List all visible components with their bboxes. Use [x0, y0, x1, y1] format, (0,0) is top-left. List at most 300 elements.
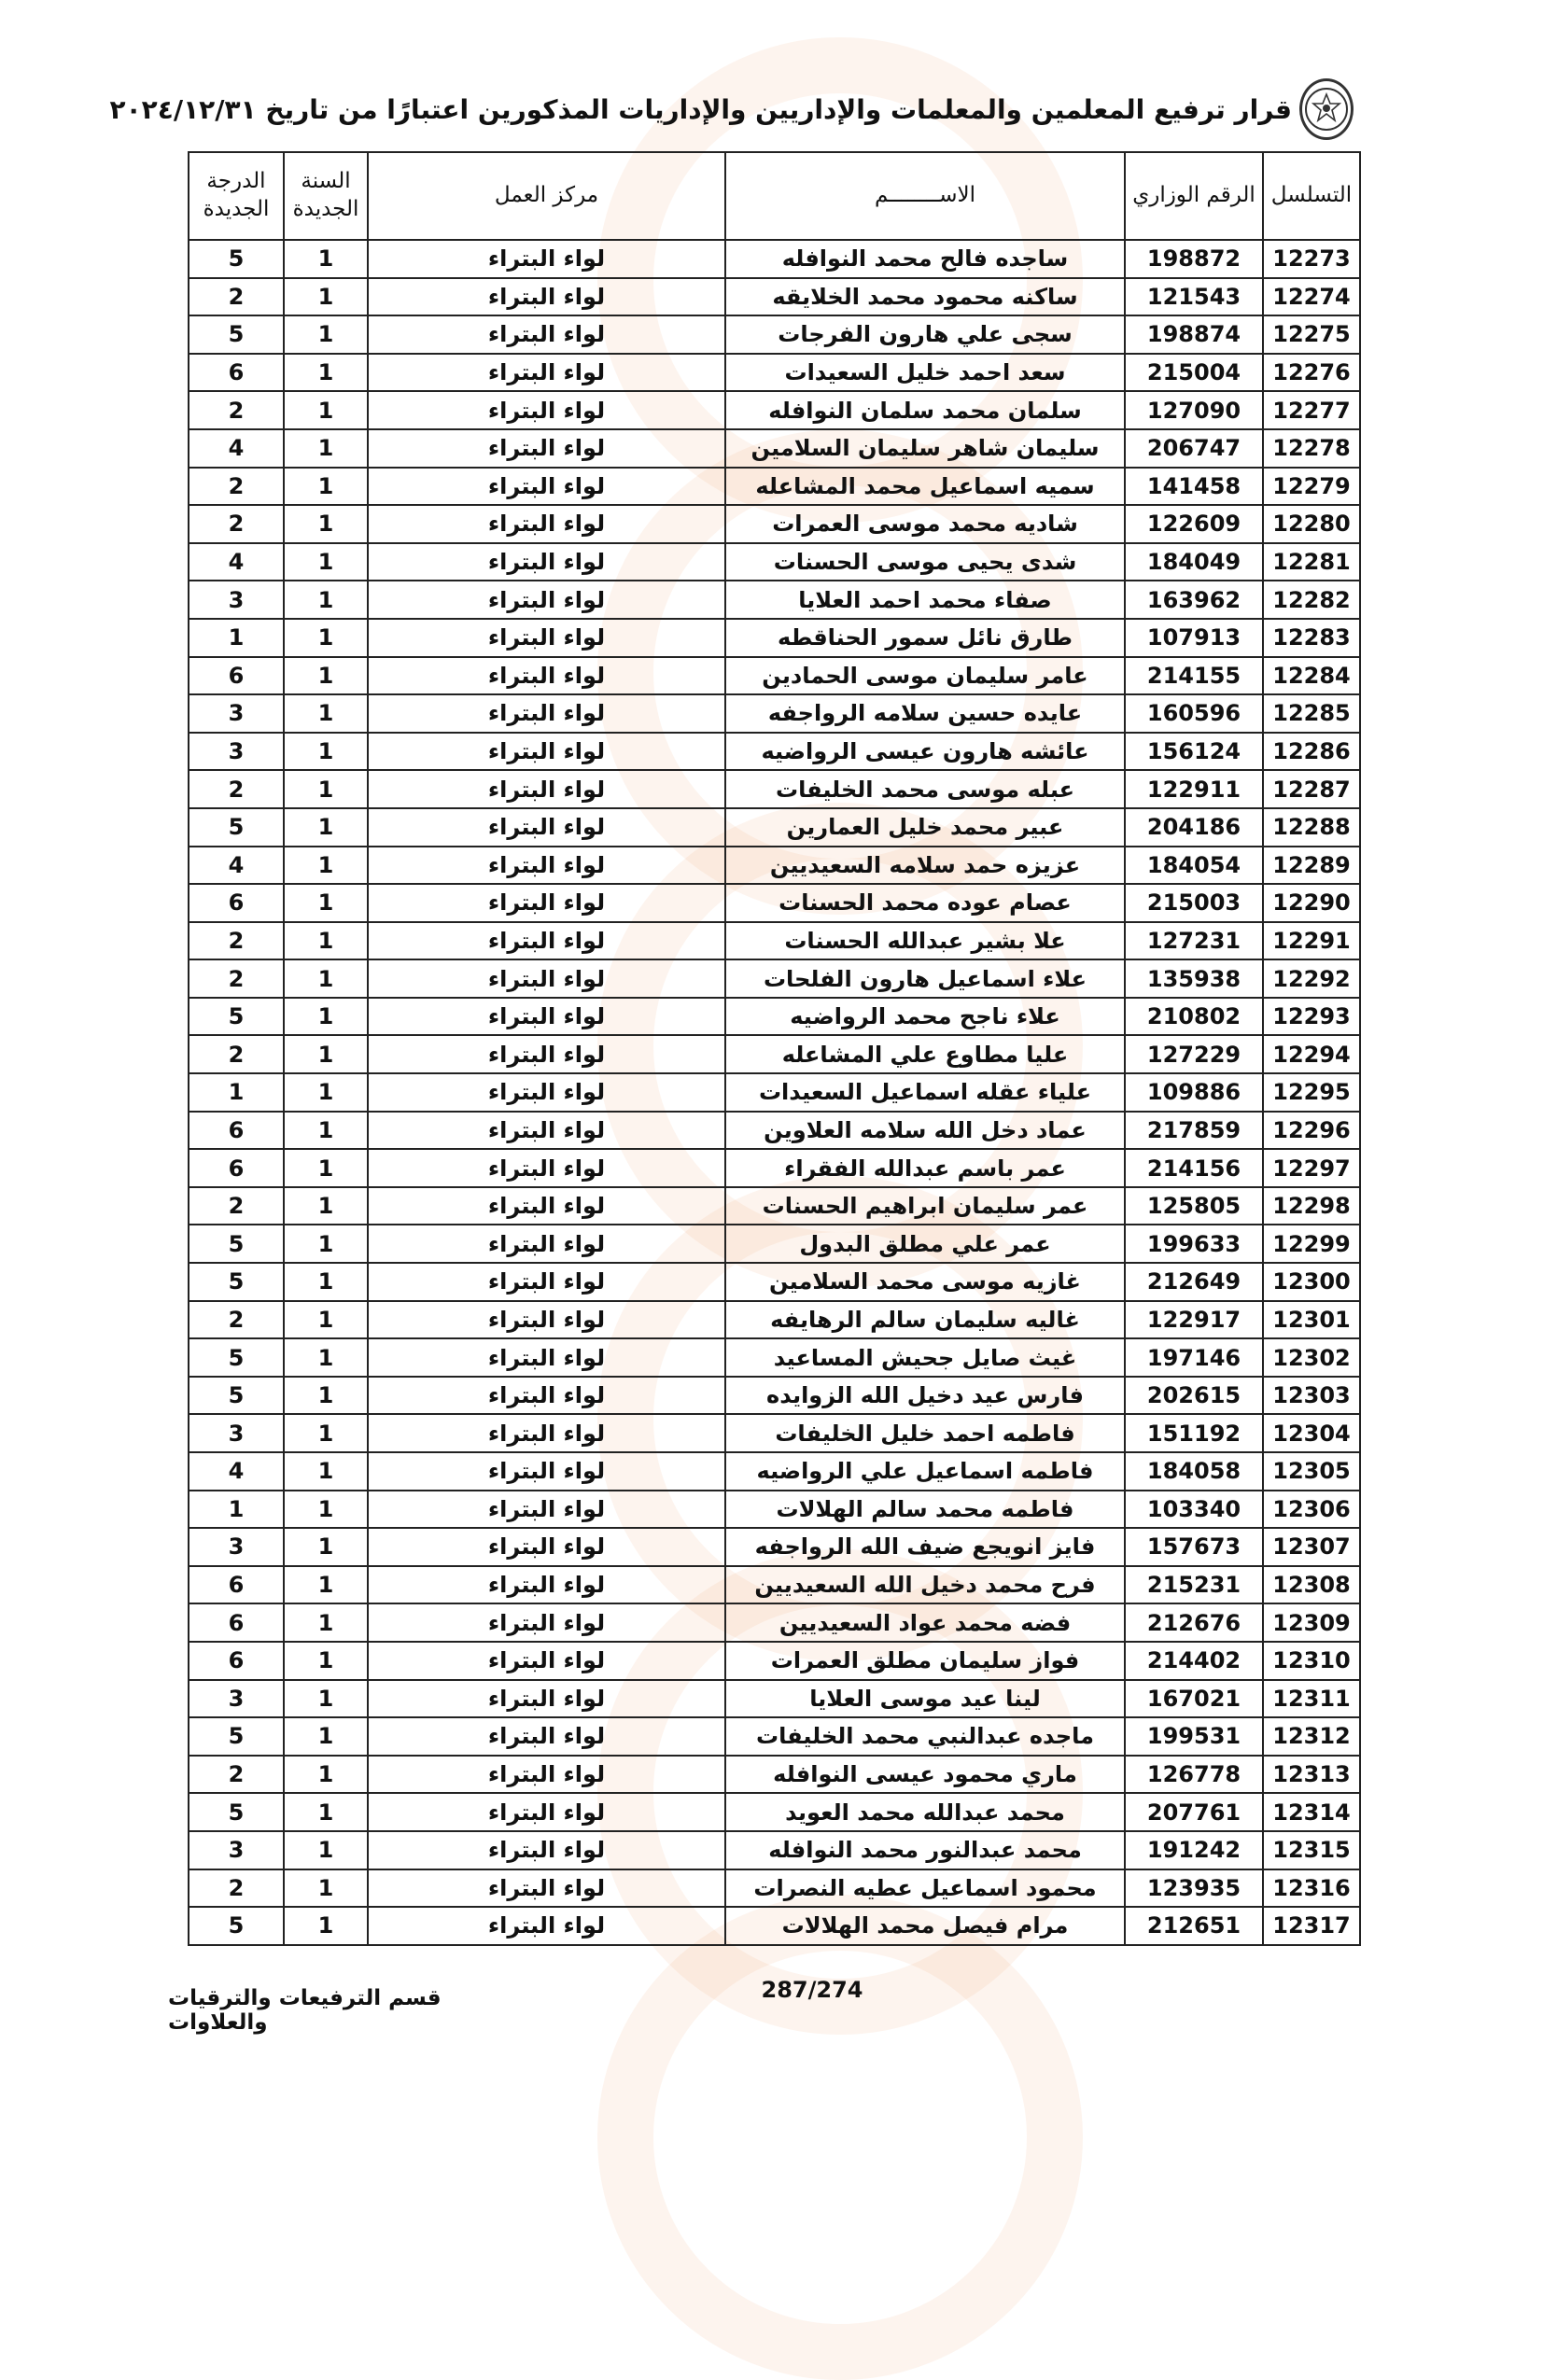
- cell-work-center: لواء البتراء: [368, 657, 725, 695]
- cell-serial: 12313: [1263, 1756, 1360, 1794]
- cell-serial: 12286: [1263, 733, 1360, 771]
- cell-work-center: لواء البتراء: [368, 1756, 725, 1794]
- table-row: [189, 1112, 1360, 1150]
- cell-name: فارس عيد دخيل الله الزوايده: [725, 1377, 1125, 1415]
- cell-work-center: لواء البتراء: [368, 1717, 725, 1756]
- cell-serial: 12287: [1263, 770, 1360, 808]
- cell-new-year: 1: [284, 1225, 368, 1263]
- cell-serial: 12297: [1263, 1149, 1360, 1187]
- cell-serial: 12300: [1263, 1263, 1360, 1301]
- cell-new-year: 1: [284, 1869, 368, 1908]
- cell-new-grade: 5: [189, 1907, 284, 1945]
- table-row: [189, 315, 1360, 354]
- table-row: [189, 505, 1360, 543]
- cell-serial: 12294: [1263, 1035, 1360, 1073]
- table-body: [189, 240, 1360, 1945]
- cell-new-year: 1: [284, 1907, 368, 1945]
- cell-ministry-no: 127231: [1125, 922, 1263, 960]
- cell-work-center: لواء البتراء: [368, 733, 725, 771]
- cell-work-center: لواء البتراء: [368, 1793, 725, 1831]
- cell-serial: 12309: [1263, 1603, 1360, 1642]
- cell-name: فاطمه محمد سالم الهلالات: [725, 1491, 1125, 1529]
- cell-ministry-no: 126778: [1125, 1756, 1263, 1794]
- table-row: [189, 694, 1360, 733]
- cell-name: سلمان محمد سلمان النوافله: [725, 391, 1125, 429]
- cell-ministry-no: 202615: [1125, 1377, 1263, 1415]
- cell-ministry-no: 103340: [1125, 1491, 1263, 1529]
- table-row: [189, 1263, 1360, 1301]
- cell-serial: 12310: [1263, 1642, 1360, 1680]
- table-row: [189, 1528, 1360, 1566]
- cell-new-year: 1: [284, 1528, 368, 1566]
- table-row: [189, 847, 1360, 885]
- cell-ministry-no: 191242: [1125, 1831, 1263, 1869]
- cell-work-center: لواء البتراء: [368, 998, 725, 1036]
- cell-name: عماد دخل الله سلامه العلاوين: [725, 1112, 1125, 1150]
- cell-new-grade: 6: [189, 354, 284, 392]
- cell-work-center: لواء البتراء: [368, 1035, 725, 1073]
- cell-work-center: لواء البتراء: [368, 1263, 725, 1301]
- cell-new-grade: 6: [189, 1603, 284, 1642]
- cell-work-center: لواء البتراء: [368, 922, 725, 960]
- cell-ministry-no: 107913: [1125, 619, 1263, 657]
- cell-new-year: 1: [284, 884, 368, 922]
- cell-name: عامر سليمان موسى الحمادين: [725, 657, 1125, 695]
- cell-new-grade: 3: [189, 1680, 284, 1718]
- table-row: [189, 922, 1360, 960]
- cell-name: شدى يحيى موسى الحسنات: [725, 543, 1125, 581]
- table-row: [189, 581, 1360, 619]
- cell-ministry-no: 122911: [1125, 770, 1263, 808]
- cell-new-grade: 5: [189, 1338, 284, 1377]
- cell-name: فواز سليمان مطلق العمرات: [725, 1642, 1125, 1680]
- cell-serial: 12276: [1263, 354, 1360, 392]
- cell-work-center: لواء البتراء: [368, 429, 725, 468]
- cell-ministry-no: 204186: [1125, 808, 1263, 847]
- table-row: [189, 1225, 1360, 1263]
- cell-work-center: لواء البتراء: [368, 808, 725, 847]
- cell-new-year: 1: [284, 998, 368, 1036]
- table-row: [189, 391, 1360, 429]
- cell-work-center: لواء البتراء: [368, 884, 725, 922]
- table-row: [189, 619, 1360, 657]
- cell-work-center: لواء البتراء: [368, 1112, 725, 1150]
- cell-work-center: لواء البتراء: [368, 1528, 725, 1566]
- cell-serial: 12291: [1263, 922, 1360, 960]
- table-row: [189, 1491, 1360, 1529]
- cell-new-year: 1: [284, 505, 368, 543]
- cell-new-year: 1: [284, 619, 368, 657]
- cell-name: ماري محمود عيسى النوافله: [725, 1756, 1125, 1794]
- cell-name: لينا عيد موسى العلايا: [725, 1680, 1125, 1718]
- cell-work-center: لواء البتراء: [368, 619, 725, 657]
- cell-serial: 12312: [1263, 1717, 1360, 1756]
- cell-name: صفاء محمد احمد العلايا: [725, 581, 1125, 619]
- cell-new-year: 1: [284, 959, 368, 998]
- cell-new-grade: 4: [189, 543, 284, 581]
- cell-work-center: لواء البتراء: [368, 505, 725, 543]
- cell-new-grade: 2: [189, 1869, 284, 1908]
- cell-work-center: لواء البتراء: [368, 1073, 725, 1112]
- cell-ministry-no: 207761: [1125, 1793, 1263, 1831]
- cell-ministry-no: 167021: [1125, 1680, 1263, 1718]
- cell-serial: 12293: [1263, 998, 1360, 1036]
- cell-new-grade: 6: [189, 657, 284, 695]
- cell-new-grade: 2: [189, 1035, 284, 1073]
- cell-new-grade: 2: [189, 1756, 284, 1794]
- cell-new-year: 1: [284, 543, 368, 581]
- cell-work-center: لواء البتراء: [368, 1338, 725, 1377]
- cell-serial: 12275: [1263, 315, 1360, 354]
- cell-ministry-no: 212651: [1125, 1907, 1263, 1945]
- cell-work-center: لواء البتراء: [368, 543, 725, 581]
- table-row: [189, 1035, 1360, 1073]
- cell-ministry-no: 123935: [1125, 1869, 1263, 1908]
- cell-name: طارق نائل سمور الحناقطه: [725, 619, 1125, 657]
- cell-serial: 12308: [1263, 1566, 1360, 1604]
- cell-work-center: لواء البتراء: [368, 1869, 725, 1908]
- cell-new-year: 1: [284, 733, 368, 771]
- cell-work-center: لواء البتراء: [368, 847, 725, 885]
- cell-ministry-no: 215004: [1125, 354, 1263, 392]
- cell-serial: 12311: [1263, 1680, 1360, 1718]
- cell-serial: 12299: [1263, 1225, 1360, 1263]
- cell-new-year: 1: [284, 1035, 368, 1073]
- cell-ministry-no: 198874: [1125, 315, 1263, 354]
- cell-ministry-no: 135938: [1125, 959, 1263, 998]
- cell-new-year: 1: [284, 429, 368, 468]
- cell-new-grade: 2: [189, 391, 284, 429]
- cell-name: سليمان شاهر سليمان السلامين: [725, 429, 1125, 468]
- cell-new-year: 1: [284, 1642, 368, 1680]
- cell-work-center: لواء البتراء: [368, 1452, 725, 1491]
- cell-ministry-no: 214402: [1125, 1642, 1263, 1680]
- page-number: 287/274: [761, 1977, 863, 2003]
- cell-serial: 12298: [1263, 1187, 1360, 1225]
- column-header-work-center: مركز العمل: [368, 152, 725, 240]
- cell-ministry-no: 184054: [1125, 847, 1263, 885]
- cell-work-center: لواء البتراء: [368, 1642, 725, 1680]
- cell-new-year: 1: [284, 315, 368, 354]
- table-row: [189, 1301, 1360, 1339]
- cell-work-center: لواء البتراء: [368, 1907, 725, 1945]
- cell-new-grade: 3: [189, 1414, 284, 1452]
- jordan-crest-icon: [1299, 78, 1354, 140]
- cell-new-year: 1: [284, 1149, 368, 1187]
- cell-name: فايز انويجع ضيف الله الرواجفه: [725, 1528, 1125, 1566]
- cell-name: عمر علي مطلق البدول: [725, 1225, 1125, 1263]
- cell-name: سعد احمد خليل السعيدات: [725, 354, 1125, 392]
- table-row: [189, 1907, 1360, 1945]
- cell-work-center: لواء البتراء: [368, 1831, 725, 1869]
- table-row: [189, 543, 1360, 581]
- cell-ministry-no: 214155: [1125, 657, 1263, 695]
- cell-ministry-no: 121543: [1125, 278, 1263, 316]
- column-header-name: الاســــــــم: [725, 152, 1125, 240]
- cell-name: عمر سليمان ابراهيم الحسنات: [725, 1187, 1125, 1225]
- cell-work-center: لواء البتراء: [368, 240, 725, 278]
- cell-new-grade: 3: [189, 733, 284, 771]
- cell-new-grade: 5: [189, 1225, 284, 1263]
- cell-name: ساكنه محمود محمد الخلايقه: [725, 278, 1125, 316]
- cell-new-grade: 6: [189, 1112, 284, 1150]
- cell-new-year: 1: [284, 1263, 368, 1301]
- cell-work-center: لواء البتراء: [368, 278, 725, 316]
- cell-new-grade: 2: [189, 922, 284, 960]
- cell-new-year: 1: [284, 1831, 368, 1869]
- cell-ministry-no: 160596: [1125, 694, 1263, 733]
- cell-serial: 12290: [1263, 884, 1360, 922]
- promotion-table: [188, 151, 1361, 1946]
- cell-new-year: 1: [284, 581, 368, 619]
- cell-name: سجى علي هارون الفرجات: [725, 315, 1125, 354]
- cell-new-grade: 6: [189, 1149, 284, 1187]
- cell-serial: 12283: [1263, 619, 1360, 657]
- cell-new-grade: 2: [189, 1301, 284, 1339]
- watermark-circle: [597, 1895, 1083, 2380]
- cell-serial: 12288: [1263, 808, 1360, 847]
- cell-name: غاليه سليمان سالم الرهايفه: [725, 1301, 1125, 1339]
- cell-name: غازيه موسى محمد السلامين: [725, 1263, 1125, 1301]
- cell-work-center: لواء البتراء: [368, 468, 725, 506]
- table-row: [189, 1452, 1360, 1491]
- cell-ministry-no: 199531: [1125, 1717, 1263, 1756]
- cell-work-center: لواء البتراء: [368, 315, 725, 354]
- cell-new-grade: 3: [189, 694, 284, 733]
- cell-ministry-no: 184058: [1125, 1452, 1263, 1491]
- cell-ministry-no: 217859: [1125, 1112, 1263, 1150]
- cell-new-year: 1: [284, 1187, 368, 1225]
- cell-name: محمود اسماعيل عطيه النصرات: [725, 1869, 1125, 1908]
- cell-ministry-no: 198872: [1125, 240, 1263, 278]
- cell-serial: 12302: [1263, 1338, 1360, 1377]
- cell-ministry-no: 212676: [1125, 1603, 1263, 1642]
- cell-serial: 12314: [1263, 1793, 1360, 1831]
- cell-new-grade: 2: [189, 278, 284, 316]
- cell-work-center: لواء البتراء: [368, 1414, 725, 1452]
- cell-new-year: 1: [284, 1338, 368, 1377]
- cell-new-year: 1: [284, 1717, 368, 1756]
- cell-new-grade: 5: [189, 1717, 284, 1756]
- table-row: [189, 1603, 1360, 1642]
- table-row: [189, 1793, 1360, 1831]
- cell-work-center: لواء البتراء: [368, 1680, 725, 1718]
- cell-ministry-no: 122917: [1125, 1301, 1263, 1339]
- cell-new-year: 1: [284, 1112, 368, 1150]
- cell-serial: 12306: [1263, 1491, 1360, 1529]
- cell-serial: 12315: [1263, 1831, 1360, 1869]
- cell-name: ساجده فالح محمد النوافله: [725, 240, 1125, 278]
- table-row: [189, 1566, 1360, 1604]
- column-header-new-year: السنة الجديدة: [284, 152, 368, 240]
- cell-name: عايده حسين سلامه الرواجفه: [725, 694, 1125, 733]
- cell-new-grade: 5: [189, 1377, 284, 1415]
- cell-serial: 12305: [1263, 1452, 1360, 1491]
- cell-new-grade: 5: [189, 240, 284, 278]
- column-header-serial: التسلسل: [1263, 152, 1360, 240]
- cell-ministry-no: 141458: [1125, 468, 1263, 506]
- cell-name: غيث صايل جحيش المساعيد: [725, 1338, 1125, 1377]
- cell-new-grade: 5: [189, 1793, 284, 1831]
- table-row: [189, 1338, 1360, 1377]
- cell-new-grade: 1: [189, 1491, 284, 1529]
- table-row: [189, 1831, 1360, 1869]
- table-row: [189, 429, 1360, 468]
- cell-new-year: 1: [284, 1680, 368, 1718]
- cell-new-grade: 6: [189, 1566, 284, 1604]
- cell-new-grade: 4: [189, 429, 284, 468]
- cell-work-center: لواء البتراء: [368, 1301, 725, 1339]
- cell-work-center: لواء البتراء: [368, 1225, 725, 1263]
- cell-name: علياء عقله اسماعيل السعيدات: [725, 1073, 1125, 1112]
- cell-new-year: 1: [284, 847, 368, 885]
- cell-name: عائشه هارون عيسى الرواضيه: [725, 733, 1125, 771]
- cell-new-year: 1: [284, 468, 368, 506]
- cell-ministry-no: 215003: [1125, 884, 1263, 922]
- cell-new-grade: 2: [189, 770, 284, 808]
- cell-work-center: لواء البتراء: [368, 1377, 725, 1415]
- cell-new-grade: 6: [189, 884, 284, 922]
- cell-ministry-no: 127090: [1125, 391, 1263, 429]
- page-title: قرار ترفيع المعلمين والمعلمات والإداريين والإداريات المذكورين اعتبارًا من تاريخ ٢٠٢٤/١٢/٣١: [109, 93, 1292, 125]
- table-row: [189, 278, 1360, 316]
- cell-serial: 12282: [1263, 581, 1360, 619]
- cell-ministry-no: 199633: [1125, 1225, 1263, 1263]
- table-row: [189, 959, 1360, 998]
- cell-work-center: لواء البتراء: [368, 391, 725, 429]
- cell-name: عصام عوده محمد الحسنات: [725, 884, 1125, 922]
- cell-new-grade: 1: [189, 1073, 284, 1112]
- cell-work-center: لواء البتراء: [368, 770, 725, 808]
- cell-name: عبير محمد خليل العمارين: [725, 808, 1125, 847]
- table-row: [189, 1680, 1360, 1718]
- cell-serial: 12273: [1263, 240, 1360, 278]
- cell-serial: 12274: [1263, 278, 1360, 316]
- column-header-new-grade: الدرجة الجديدة: [189, 152, 284, 240]
- cell-ministry-no: 163962: [1125, 581, 1263, 619]
- table-row: [189, 1149, 1360, 1187]
- cell-ministry-no: 184049: [1125, 543, 1263, 581]
- cell-serial: 12304: [1263, 1414, 1360, 1452]
- table-row: [189, 1377, 1360, 1415]
- cell-new-year: 1: [284, 1301, 368, 1339]
- cell-work-center: لواء البتراء: [368, 1603, 725, 1642]
- table-row: [189, 354, 1360, 392]
- table-row: [189, 468, 1360, 506]
- cell-new-grade: 2: [189, 505, 284, 543]
- cell-name: مرام فيصل محمد الهلالات: [725, 1907, 1125, 1945]
- table-row: [189, 657, 1360, 695]
- cell-new-grade: 4: [189, 847, 284, 885]
- cell-serial: 12301: [1263, 1301, 1360, 1339]
- cell-new-year: 1: [284, 1566, 368, 1604]
- cell-name: عزيزه حمد سلامه السعيديين: [725, 847, 1125, 885]
- table-row: [189, 1414, 1360, 1452]
- cell-work-center: لواء البتراء: [368, 354, 725, 392]
- cell-new-grade: 5: [189, 1263, 284, 1301]
- cell-serial: 12285: [1263, 694, 1360, 733]
- cell-ministry-no: 214156: [1125, 1149, 1263, 1187]
- cell-name: عمر باسم عبدالله الفقراء: [725, 1149, 1125, 1187]
- cell-new-year: 1: [284, 391, 368, 429]
- cell-new-year: 1: [284, 278, 368, 316]
- table-row: [189, 1642, 1360, 1680]
- department-name: قسم الترفيعات والترقيات والعلاوات: [168, 1986, 442, 2035]
- cell-serial: 12296: [1263, 1112, 1360, 1150]
- cell-new-year: 1: [284, 770, 368, 808]
- cell-ministry-no: 215231: [1125, 1566, 1263, 1604]
- cell-name: فرح محمد دخيل الله السعيديين: [725, 1566, 1125, 1604]
- cell-new-grade: 5: [189, 315, 284, 354]
- cell-serial: 12279: [1263, 468, 1360, 506]
- cell-serial: 12289: [1263, 847, 1360, 885]
- table-row: [189, 1717, 1360, 1756]
- cell-serial: 12317: [1263, 1907, 1360, 1945]
- cell-new-year: 1: [284, 1491, 368, 1529]
- cell-new-year: 1: [284, 922, 368, 960]
- cell-work-center: لواء البتراء: [368, 959, 725, 998]
- cell-work-center: لواء البتراء: [368, 581, 725, 619]
- cell-serial: 12278: [1263, 429, 1360, 468]
- column-header-ministry-no: الرقم الوزاري: [1125, 152, 1263, 240]
- cell-work-center: لواء البتراء: [368, 1491, 725, 1529]
- cell-work-center: لواء البتراء: [368, 1566, 725, 1604]
- cell-serial: 12281: [1263, 543, 1360, 581]
- cell-ministry-no: 151192: [1125, 1414, 1263, 1452]
- cell-new-grade: 3: [189, 1528, 284, 1566]
- table-row: [189, 1756, 1360, 1794]
- cell-new-year: 1: [284, 808, 368, 847]
- cell-new-year: 1: [284, 1073, 368, 1112]
- cell-name: ماجده عبدالنبي محمد الخليفات: [725, 1717, 1125, 1756]
- cell-ministry-no: 156124: [1125, 733, 1263, 771]
- cell-name: فاطمه احمد خليل الخليفات: [725, 1414, 1125, 1452]
- cell-ministry-no: 127229: [1125, 1035, 1263, 1073]
- cell-new-year: 1: [284, 1414, 368, 1452]
- table-row: [189, 1187, 1360, 1225]
- cell-name: محمد عبدالنور محمد النوافله: [725, 1831, 1125, 1869]
- cell-serial: 12316: [1263, 1869, 1360, 1908]
- cell-serial: 12307: [1263, 1528, 1360, 1566]
- cell-name: عليا مطاوع علي المشاعله: [725, 1035, 1125, 1073]
- cell-new-grade: 5: [189, 808, 284, 847]
- cell-serial: 12277: [1263, 391, 1360, 429]
- cell-ministry-no: 197146: [1125, 1338, 1263, 1377]
- cell-new-grade: 2: [189, 468, 284, 506]
- cell-new-grade: 6: [189, 1642, 284, 1680]
- cell-serial: 12284: [1263, 657, 1360, 695]
- cell-name: محمد عبدالله محمد العويد: [725, 1793, 1125, 1831]
- cell-new-year: 1: [284, 1793, 368, 1831]
- cell-serial: 12303: [1263, 1377, 1360, 1415]
- cell-serial: 12295: [1263, 1073, 1360, 1112]
- cell-new-year: 1: [284, 1377, 368, 1415]
- cell-new-grade: 1: [189, 619, 284, 657]
- cell-name: سميه اسماعيل محمد المشاعله: [725, 468, 1125, 506]
- table-header-row: [189, 152, 1360, 240]
- table-row: [189, 1073, 1360, 1112]
- cell-ministry-no: 125805: [1125, 1187, 1263, 1225]
- cell-new-year: 1: [284, 657, 368, 695]
- table-row: [189, 808, 1360, 847]
- cell-new-grade: 3: [189, 581, 284, 619]
- table-row: [189, 998, 1360, 1036]
- cell-ministry-no: 122609: [1125, 505, 1263, 543]
- cell-name: فضه محمد عواد السعيديين: [725, 1603, 1125, 1642]
- cell-new-year: 1: [284, 354, 368, 392]
- cell-ministry-no: 157673: [1125, 1528, 1263, 1566]
- cell-ministry-no: 210802: [1125, 998, 1263, 1036]
